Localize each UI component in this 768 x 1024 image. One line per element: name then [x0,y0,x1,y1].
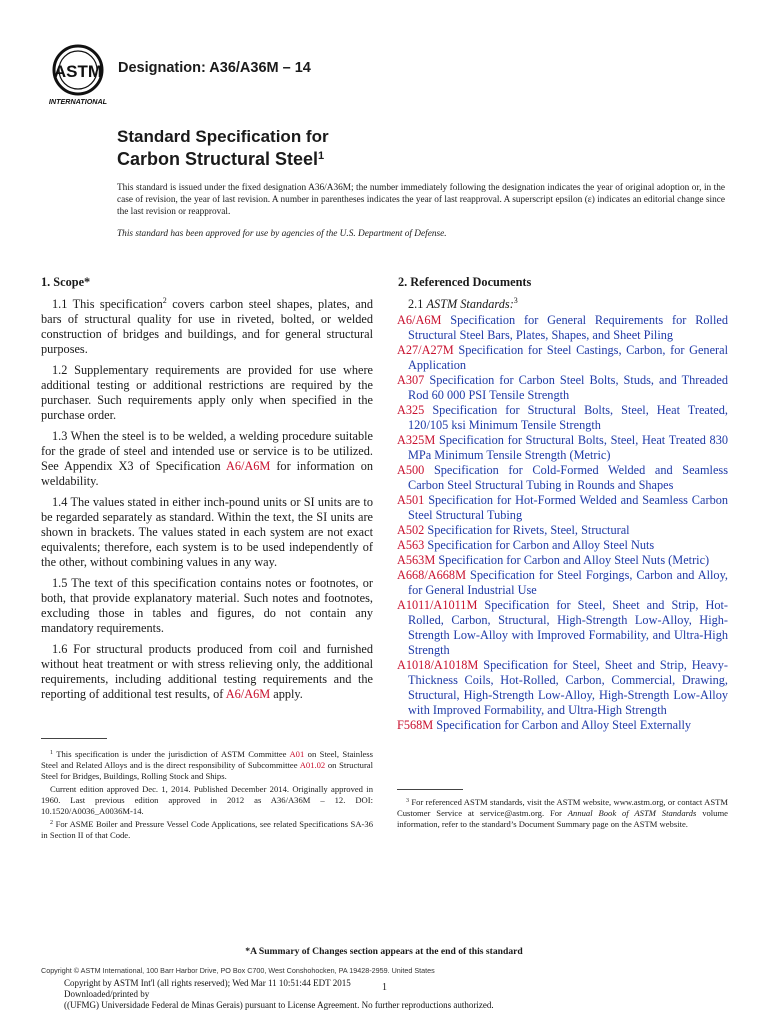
reference-code-link[interactable]: A1011/A1011M [397,598,478,612]
footnotes-right [397,797,728,832]
subheading-label: ASTM Standards: [426,297,514,311]
fn1-text-b: on Steel, Stainless Steel and Related Alloys and is the direct responsibility of Subcommittee [41,749,373,770]
reference-description-link[interactable]: Specification for Steel Forgings, Carbon and Alloy, for General Industrial Use [408,568,728,597]
fn2-text: For ASME Boiler and Pressure Vessel Code Applications, see related Specifications SA-36 in Section II of that Code. [41,819,373,840]
reference-code-link[interactable]: A501 [397,493,425,507]
link-a6-a6m[interactable]: A6/A6M [225,459,271,473]
reference-list [397,313,728,733]
footnote-divider-right [397,789,463,790]
scope-paragraph-1-6 [41,642,373,702]
reference-item [397,463,728,493]
scope-paragraph-1-3 [41,429,373,489]
footnote-1-marker: 1 [50,750,53,756]
title-line-1: Standard Specification for [117,127,329,146]
download-notice [64,978,494,1011]
fn1-text-a: This specification is under the jurisdiction of ASTM Committee [56,749,290,759]
reference-description-link[interactable]: Specification for Carbon and Alloy Steel Nuts [427,538,655,552]
intro-paragraph: This standard is issued under the fixed designation A36/A36M; the number immediately following the designation indicates the year of original adoption or, in the case of revision, the year of last revision. A number in parentheses indicates the year of last reapproval. A superscript epsilon (ε) indicates an editorial change since the last revision or reapproval. [117,183,725,217]
reference-description-link[interactable]: Specification for Steel, Sheet and Strip, Heavy-Thickness Coils, Hot-Rolled, Carbon, Commercial, Drawing, Structural, High-Strength Low-Alloy, High-Strength Low-Alloy with Improved Formability, and Ultra-High Strength [408,658,728,717]
link-a6-a6m[interactable]: A6/A6M [225,687,271,701]
reference-code-link[interactable]: A563M [397,553,436,567]
reference-code-link[interactable]: A27/A27M [397,343,454,357]
references-column [397,275,728,733]
reference-item [397,343,728,373]
reference-code-link[interactable]: A1018/A1018M [397,658,479,672]
reference-item [397,373,728,403]
link-subcommittee-a01-02[interactable]: A01.02 [299,760,326,770]
p3-text-b: for information on weldability. [41,459,373,488]
title-footnote-ref[interactable]: 1 [318,150,325,162]
scope-column [41,275,373,708]
reference-code-link[interactable]: F568M [397,718,434,732]
reference-item [397,433,728,463]
astm-standards-subheading [397,297,728,312]
reference-item [397,523,728,538]
download-line-3: ((UFMG) Universidade Federal de Minas Gerais) pursuant to License Agreement. No further reproductions authorized. [64,1000,494,1010]
logo-text: ASTM [53,62,103,81]
footnote-divider-left [41,738,107,739]
reference-description-link[interactable]: Specification for Carbon Steel Bolts, Studs, and Threaded Rod 60 000 PSI Tensile Strength [408,373,728,402]
reference-item [397,598,728,658]
reference-code-link[interactable]: A325M [397,433,436,447]
footnote-2 [41,819,373,841]
scope-paragraph-1-4: 1.4 The values stated in either inch-pound units or SI units are to be regarded separately as standard. Within the text, the SI units are shown in brackets. The values stated in each system are not exact equivalents; therefore, each system is to be used independently of the other, without combining values in any way. [41,495,373,569]
footnote-1 [41,749,373,782]
reference-description-link[interactable]: Specification for Steel Castings, Carbon, for General Application [408,343,729,372]
document-title [117,126,329,170]
astm-logo [44,42,112,108]
fn3-text-b: volume information, refer to the standard’s Document Summary page on the ASTM website. [397,808,728,829]
fn1-text-c: on Structural Steel for Bridges, Buildings, Rolling Stock and Ships. [41,760,374,781]
subheading-number: 2.1 [408,297,427,311]
p6-text-a: 1.6 For structural products produced from coil and furnished without heat treatment or with stress relieving only, the additional requirements, including additional testing requirements and the reporting of additional test results, of [41,642,373,701]
reference-code-link[interactable]: A307 [397,373,425,387]
footnote-3 [397,797,728,830]
reference-code-link[interactable]: A6/A6M [397,313,442,327]
references-heading: 2. Referenced Documents [398,275,532,289]
reference-description-link[interactable]: Specification for Carbon and Alloy Steel Nuts (Metric) [438,553,710,567]
summary-of-changes-note: *A Summary of Changes section appears at the end of this standard [245,946,523,957]
reference-description-link[interactable]: Specification for Carbon and Alloy Steel Externally [436,718,692,732]
scope-paragraph-1-5: 1.5 The text of this specification contains notes or footnotes, or both, that provide explanatory material. Such notes and footnotes, excluding those in tables and figures, do not contain any mandatory requirements. [41,576,373,635]
designation: Designation: A36/A36M – 14 [118,60,311,76]
reference-description-link[interactable]: Specification for Structural Bolts, Steel, Heat Treated 830 MPa Minimum Tensile Strength (Metric) [408,433,729,462]
p1-footnote-ref[interactable]: 2 [162,296,167,305]
logo-subtext: INTERNATIONAL [48,97,108,106]
reference-code-link[interactable]: A325 [397,403,425,417]
p1-text-b: covers carbon steel shapes, plates, and bars of structural quality for use in riveted, bolted, or welded construction of bridges and buildings, and for general structural purposes. [41,297,373,356]
reference-code-link[interactable]: A563 [397,538,425,552]
dod-approval-note: This standard has been approved for use by agencies of the U.S. Department of Defense. [117,229,447,239]
download-line-1: Copyright by ASTM Int'l (all rights reserved); Wed Mar 11 10:51:44 EDT 2015 [64,978,351,988]
reference-item [397,553,728,568]
reference-item [397,403,728,433]
reference-item [397,718,728,733]
reference-item [397,568,728,598]
reference-code-link[interactable]: A502 [397,523,425,537]
footnote-3-marker: 3 [406,798,409,804]
footnote-1-edition: Current edition approved Dec. 1, 2014. Published December 2014. Originally approved in 1960. Last previous edition approved in 2012 as A36/A36M – 12. DOI: 10.1520/A0036_A0036M-14. [41,784,373,816]
title-line-2 [117,148,329,170]
subheading-footnote-ref[interactable]: 3 [513,296,518,305]
footnotes-left [41,749,373,843]
scope-paragraph-1-1 [41,297,373,357]
copyright-line: Copyright © ASTM International, 100 Barr Harbor Drive, PO Box C700, West Conshohocken, PA 19428-2959. United States [41,966,435,975]
reference-description-link[interactable]: Specification for Cold-Formed Welded and Seamless Carbon Steel Structural Tubing in Rounds and Shapes [408,463,728,492]
title-line-2-text: Carbon Structural Steel [117,149,319,169]
reference-item [397,538,728,553]
reference-description-link[interactable]: Specification for Rivets, Steel, Structural [427,523,630,537]
reference-code-link[interactable]: A500 [397,463,425,477]
fn3-book-title: Annual Book of ASTM Standards [567,808,697,818]
page-number: 1 [382,982,387,993]
download-line-2: Downloaded/printed by [64,989,150,999]
reference-description-link[interactable]: Specification for Steel, Sheet and Strip, Hot-Rolled, Carbon, Structural, High-Strength Low-Alloy, High-Strength Low-Alloy with Improved Formability, and Ultra-High Strength [408,598,729,657]
reference-code-link[interactable]: A668/A668M [397,568,467,582]
reference-item [397,658,728,718]
p1-text-a: 1.1 This specification [52,297,163,311]
reference-description-link[interactable]: Specification for Hot-Formed Welded and Seamless Carbon Steel Structural Tubing [408,493,729,522]
p3-text-a: 1.3 When the steel is to be welded, a welding procedure suitable for the grade of steel and intended use or service is to be utilized. See Appendix X3 of Specification [41,429,373,473]
scope-heading: 1. Scope* [41,275,91,289]
link-committee-a01[interactable]: A01 [289,749,305,759]
fn3-text-a: For referenced ASTM standards, visit the ASTM website, www.astm.org, or contact ASTM Customer Service at service@astm.org. For [397,797,728,818]
scope-paragraph-1-2: 1.2 Supplementary requirements are provided for use where additional testing or additional restrictions are required by the purchaser. Such requirements apply only when specified in the purchase order. [41,363,373,422]
reference-item [397,493,728,523]
footnote-2-marker: 2 [50,820,53,826]
reference-item [397,313,728,343]
reference-description-link[interactable]: Specification for Structural Bolts, Steel, Heat Treated, 120/105 ksi Minimum Tensile Strength [408,403,728,432]
reference-description-link[interactable]: Specification for General Requirements for Rolled Structural Steel Bars, Plates, Shapes, and Sheet Piling [408,313,728,342]
p6-text-b: apply. [270,687,303,701]
